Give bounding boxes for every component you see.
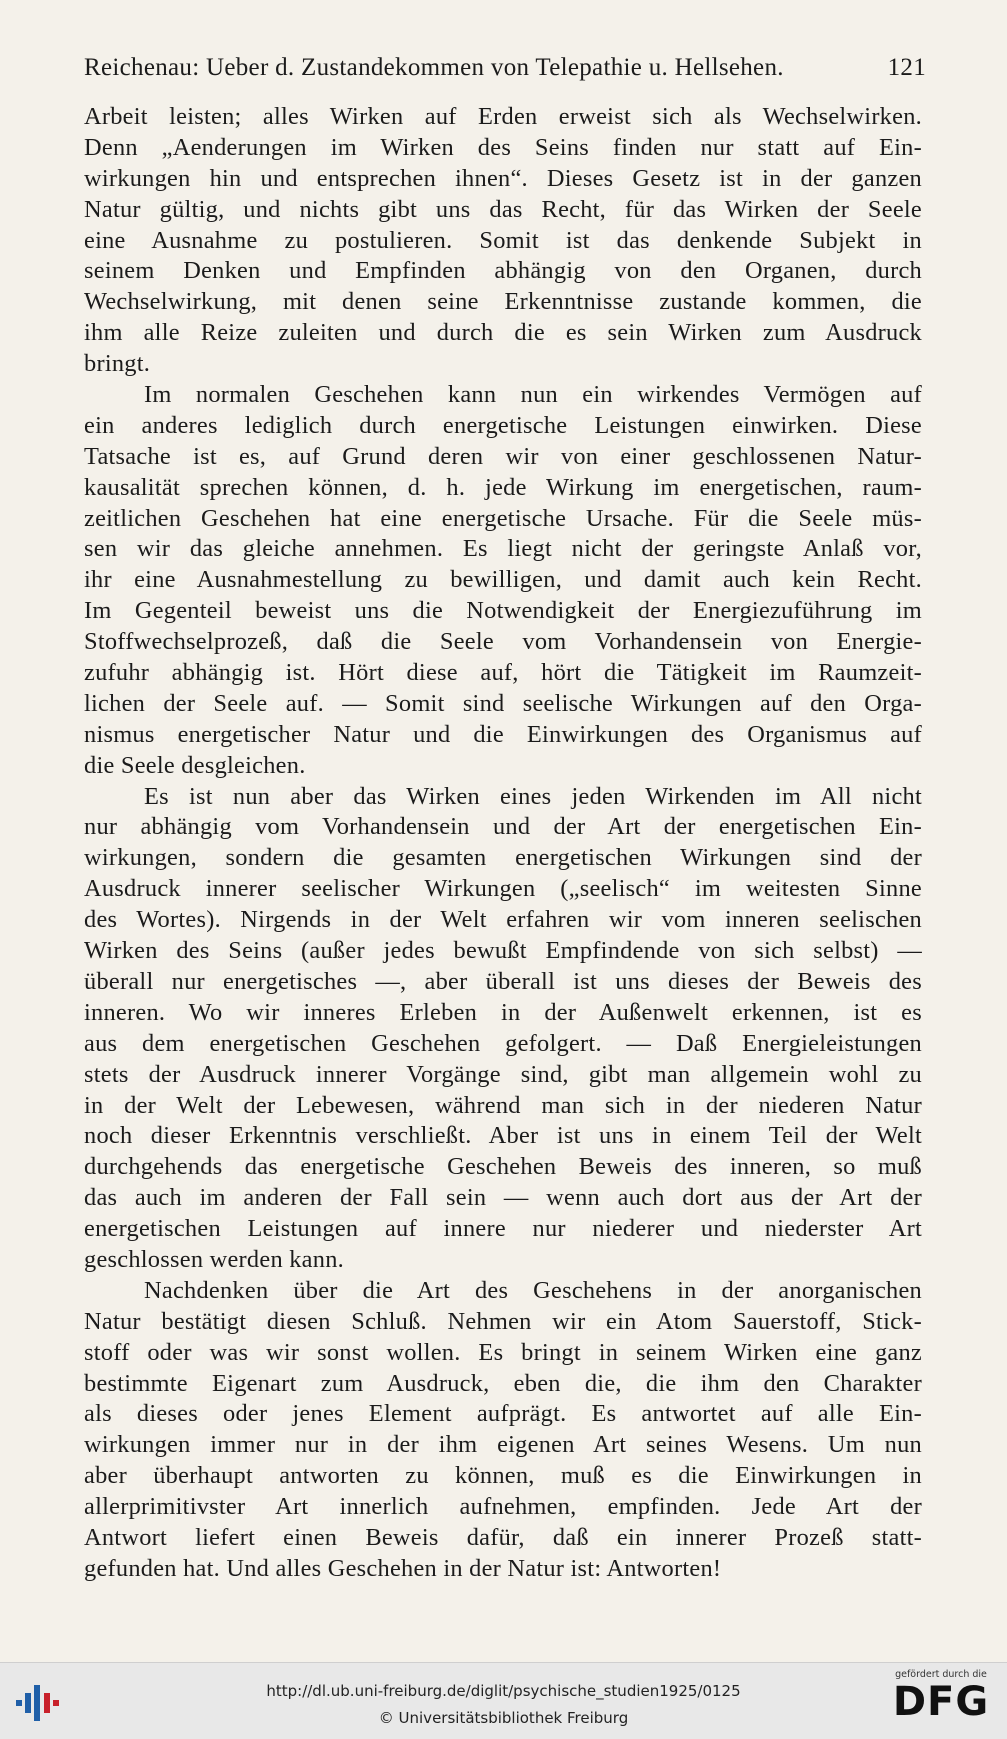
text-line: in der Welt der Lebewesen, während man sich in der niederen Natur xyxy=(84,1091,922,1119)
text-line: Nachdenken über die Art des Geschehens in der anorganischen xyxy=(144,1276,922,1304)
text-line: inneren. Wo wir inneres Erleben in der Außenwelt erkennen, ist es xyxy=(84,998,922,1026)
text-line: Wechselwirkung, mit denen seine Erkenntnisse zustande kommen, die xyxy=(84,288,922,316)
text-line: sen wir das gleiche annehmen. Es liegt nicht der geringste Anlaß vor, xyxy=(84,535,922,563)
text-line: Natur gültig, und nichts gibt uns das Recht, für das Wirken der Seele xyxy=(84,195,922,223)
text-line: Tatsache ist es, auf Grund deren wir von einer geschlossenen Natur- xyxy=(84,442,922,470)
dfg-mark: DFG xyxy=(892,1679,990,1725)
text-line: nismus energetischer Natur und die Einwirkungen des Organismus auf xyxy=(84,720,922,748)
text-line: geschlossen werden kann. xyxy=(84,1245,344,1273)
text-line: energetischen Leistungen auf innere nur niederer und niederster Art xyxy=(84,1215,922,1243)
text-line: Arbeit leisten; alles Wirken auf Erden erweist sich als Wechselwirken. xyxy=(84,103,922,130)
footer-bar xyxy=(0,1662,1007,1739)
text-line: bestimmte Eigenart zum Ausdruck, eben die, die ihm den Charakter xyxy=(84,1369,922,1397)
text-line: als dieses oder jenes Element aufprägt. Es antwortet auf alle Ein- xyxy=(84,1400,922,1428)
text-line: zeitlichen Geschehen hat eine energetische Ursache. Für die Seele müs- xyxy=(84,504,922,532)
copyright-notice: © Universitätsbibliothek Freiburg xyxy=(378,1709,629,1727)
body-text xyxy=(84,102,922,1585)
text-line: das auch im anderen der Fall sein — wenn auch dort aus der Art der xyxy=(84,1184,922,1212)
text-line: überall nur energetisches —, aber überall ist uns dieses der Beweis des xyxy=(84,967,922,995)
text-line: aus dem energetischen Geschehen gefolgert. — Daß Energieleistungen xyxy=(84,1029,922,1057)
text-line: ein anderes lediglich durch energetische Leistungen einwirken. Diese xyxy=(84,411,922,439)
text-line: Im Gegenteil beweist uns die Notwendigkeit der Energiezuführung im xyxy=(84,597,922,625)
text-line: Denn „Aenderungen im Wirken des Seins finden nur statt auf Ein- xyxy=(84,133,922,161)
text-line: durchgehends das energetische Geschehen Beweis des inneren, so muß xyxy=(84,1153,922,1181)
text-line: Es ist nun aber das Wirken eines jeden Wirkenden im All nicht xyxy=(144,782,922,810)
running-head xyxy=(84,54,926,82)
text-line: Stoffwechselprozeß, daß die Seele vom Vorhandensein von Energie- xyxy=(84,628,922,656)
text-line: lichen der Seele auf. — Somit sind seelische Wirkungen auf den Orga- xyxy=(84,689,922,717)
page-number: 121 xyxy=(887,54,926,81)
text-line: wirkungen hin und entsprechen ihnen“. Dieses Gesetz ist in der ganzen xyxy=(84,164,922,192)
permalink-url[interactable]: http://dl.ub.uni-freiburg.de/diglit/psychische_studien1925/0125 xyxy=(266,1682,741,1700)
text-line: Antwort liefert einen Beweis dafür, daß ein innerer Prozeß statt- xyxy=(84,1523,922,1551)
dfg-caption: gefördert durch die xyxy=(895,1669,987,1680)
text-line: aber überhaupt antworten zu können, muß es die Einwirkungen in xyxy=(84,1462,922,1490)
text-line: stets der Ausdruck innerer Vorgänge sind, gibt man allgemein wohl zu xyxy=(84,1060,922,1088)
text-line: Im normalen Geschehen kann nun ein wirkendes Vermögen auf xyxy=(144,381,922,409)
text-line: des Wortes). Nirgends in der Welt erfahren wir vom inneren seelischen xyxy=(84,906,922,934)
text-line: ihr eine Ausnahmestellung zu bewilligen, und damit auch kein Recht. xyxy=(84,566,922,594)
text-line: Natur bestätigt diesen Schluß. Nehmen wir ein Atom Sauerstoff, Stick- xyxy=(84,1307,922,1335)
text-line: noch dieser Erkenntnis verschließt. Aber ist uns in einem Teil der Welt xyxy=(84,1122,922,1150)
text-line: Wirken des Seins (außer jedes bewußt Empfindende von sich selbst) — xyxy=(84,937,922,965)
text-line: wirkungen immer nur in der ihm eigenen Art seines Wesens. Um nun xyxy=(84,1431,922,1459)
text-line: kausalität sprechen können, d. h. jede Wirkung im energetischen, raum- xyxy=(84,473,922,501)
text-line: nur abhängig vom Vorhandensein und der Art der energetischen Ein- xyxy=(84,813,922,841)
text-line: bringt. xyxy=(84,350,151,378)
text-line: seinem Denken und Empfinden abhängig von den Organen, durch xyxy=(84,257,922,285)
text-line: ihm alle Reize zuleiten und durch die es sein Wirken zum Ausdruck xyxy=(84,319,922,347)
text-line: allerprimitivster Art innerlich aufnehmen, empfinden. Jede Art der xyxy=(84,1493,922,1521)
text-line: Ausdruck innerer seelischer Wirkungen („seelisch“ im weitesten Sinne xyxy=(84,875,922,903)
running-title: Reichenau: Ueber d. Zustandekommen von Telepathie u. Hellsehen. xyxy=(84,54,784,81)
text-line: zufuhr abhängig ist. Hört diese auf, hört die Tätigkeit im Raumzeit- xyxy=(84,659,922,687)
text-line: stoff oder was wir sonst wollen. Es bringt in seinem Wirken eine ganz xyxy=(84,1338,922,1366)
text-line: eine Ausnahme zu postulieren. Somit ist das denkende Subjekt in xyxy=(84,226,922,254)
text-line: wirkungen, sondern die gesamten energetischen Wirkungen sind der xyxy=(84,844,922,872)
text-line: gefunden hat. Und alles Geschehen in der Natur ist: Antworten! xyxy=(84,1554,722,1582)
text-line: die Seele desgleichen. xyxy=(84,751,306,779)
dfg-logo[interactable] xyxy=(887,1669,995,1723)
